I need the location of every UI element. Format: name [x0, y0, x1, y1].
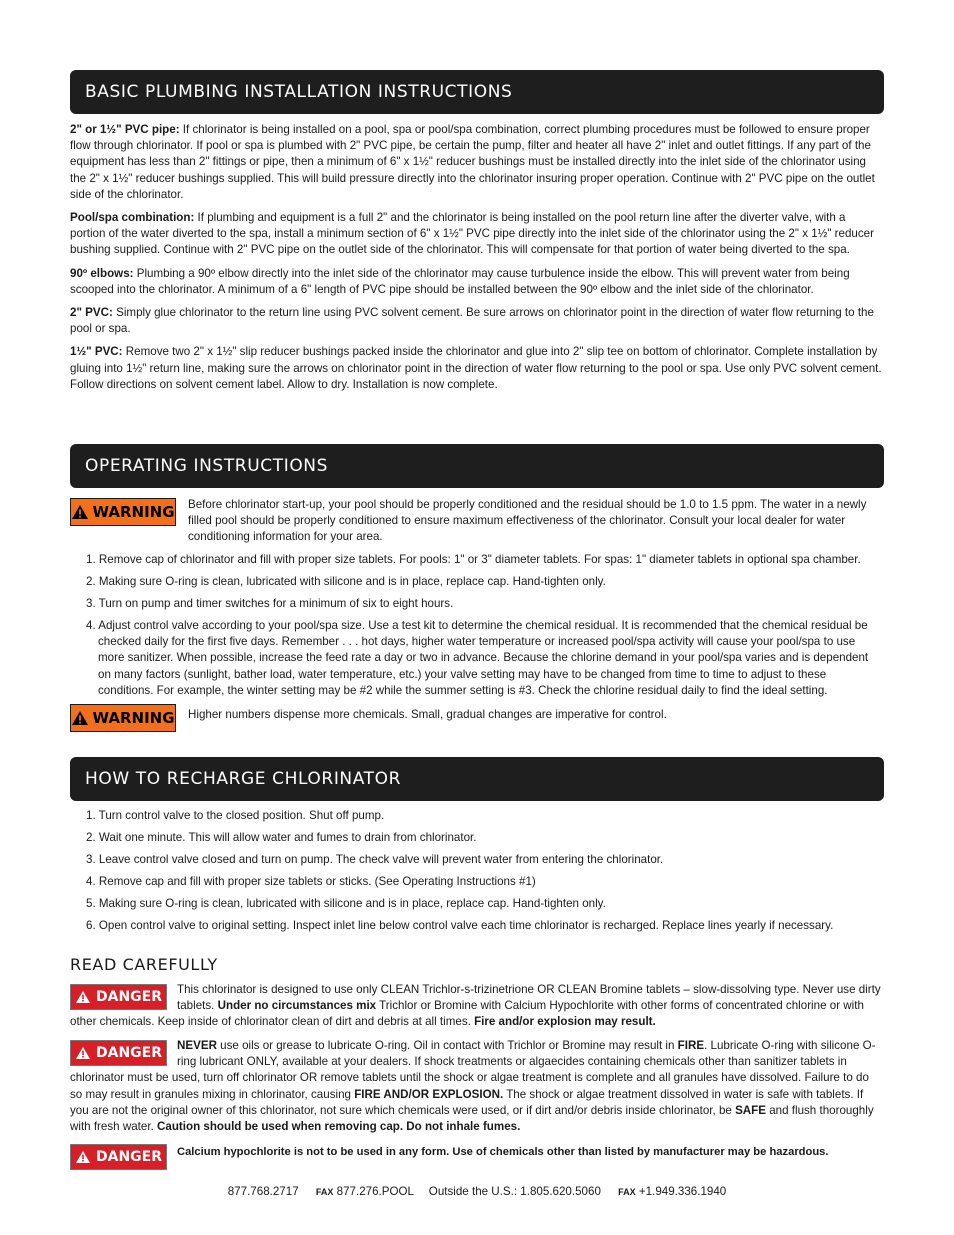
danger-label: DANGER [95, 988, 162, 1005]
section-title: OPERATING INSTRUCTIONS [85, 456, 329, 476]
list-item: 5. Making sure O-ring is clean, lubricated with silicone and is in place, replace cap. Hand-tighten only. [86, 897, 606, 910]
danger-label: DANGER [95, 1148, 162, 1165]
warning-label: WARNING [92, 502, 175, 521]
section-header-recharge [70, 757, 884, 801]
list-item: 4. Remove cap and fill with proper size tablets or sticks. (See Operating Instructions #1) [86, 875, 536, 888]
text-segment: NEVER [177, 1039, 217, 1052]
recharge-steps [70, 808, 884, 940]
danger-badge [70, 984, 167, 1010]
read-carefully-heading: READ CAREFULLY [70, 955, 218, 974]
text-segment: Fire and/or explosion may result. [474, 1015, 656, 1029]
paragraph-text: Plumbing a 90º elbow directly into the inlet side of the chlorinator may cause turbulence inside the elbow. This will prevent water from being scooped into the chlorinator. A minimum of a 6" length of PVC pipe should be installed between the 90º elbow and the inlet side of the chlorinator. [70, 266, 850, 296]
text-segment: use oils or grease to lubricate O-ring. Oil in contact with Trichlor or Bromine may result in [216, 1039, 678, 1052]
plumbing-paragraph [70, 305, 884, 337]
paragraph-label: 1½" PVC: [70, 345, 123, 359]
danger-label: DANGER [95, 1044, 162, 1061]
operating-warning-1 [70, 497, 884, 546]
section-title: HOW TO RECHARGE CHLORINATOR [85, 769, 402, 789]
text-segment: This chlorinator is designed to use only CLEAN Trichlor-s-trizinetrione OR CLEAN Bromine tablets – slow-dissolving type. Never use dirty tablets. [177, 983, 881, 1013]
text-segment: Caution should be used when removing cap. Do not inhale fumes. [157, 1120, 521, 1134]
paragraph-text: If plumbing and equipment is a full 2" and the chlorinator is being installed on the pool return line after the diverter valve, with a portion of the water diverted to the spa, install a minimum section of 6" x 1½" PVC pipe directly into the inlet side of the chlorinator using the 2" x 1½" reducer bushing supplied. Continue with 2" PVC pipe on the outlet side of the chlorinator. This will compensate for that portion of water being diverted to the spa. [70, 211, 874, 257]
footer-fax-label-intl: FAX [618, 1187, 636, 1197]
section-title: BASIC PLUMBING INSTALLATION INSTRUCTIONS [85, 82, 513, 102]
danger-block-1 [70, 982, 884, 1031]
plumbing-paragraph [70, 122, 884, 203]
warning-text: Higher numbers dispense more chemicals. Small, gradual changes are imperative for control. [188, 708, 667, 721]
danger-badge [70, 1040, 167, 1066]
paragraph-label: 90º elbows: [70, 266, 134, 280]
paragraph-label: 2" or 1½" PVC pipe: [70, 123, 180, 136]
danger-block-2 [70, 1038, 884, 1135]
danger-badge [70, 1144, 167, 1170]
warning-badge [70, 704, 176, 732]
paragraph-label: 2" PVC: [70, 306, 113, 320]
footer-contact [0, 1185, 954, 1198]
footer-phone: 877.768.2717 [227, 1185, 299, 1198]
warning-triangle-icon [71, 710, 89, 726]
text-segment: and flush thoroughly with fresh water. [70, 1103, 874, 1134]
footer-outside: Outside the U.S.: 1.805.620.5060 [428, 1185, 601, 1198]
warning-text: Before chlorinator start-up, your pool should be properly conditioned and the residual should be 1.0 to 1.5 ppm. The water in a newly filled pool should be properly conditioned to ensure maximum effectiveness of the chlorinator. Consult your local dealer for water conditioning information for your area. [188, 498, 867, 544]
list-item: 6. Open control valve to original setting. Inspect inlet line below control valve each time chlorinator is recharged. Replace lines yearly if necessary. [86, 919, 834, 932]
section-header-operating [70, 444, 884, 488]
warning-triangle-icon [75, 990, 91, 1004]
operating-steps [70, 552, 884, 705]
text-segment: SAFE [735, 1103, 766, 1117]
warning-badge [70, 498, 176, 526]
paragraph-text: If chlorinator is being installed on a pool, spa or pool/spa combination, correct plumbing procedures must be followed to ensure proper flow through chlorinator. If pool or spa is plumbed with 2" PVC pipe, be certain the pump, filter and heater all have 2" inlet and outlet fittings. If any part of the equipment has less than 2" fittings or pipe, then a minimum of 6" x 1½" reducer bushings must be installed directly into the inlet side of the chlorinator using the 2" x 1½" reducer bushings supplied. This will build pressure directly into the chlorinator insuring proper operation. Continue with 2" PVC pipe on the outlet side of the chlorinator. [70, 123, 875, 201]
list-item: 4. Adjust control valve according to your pool/spa size. Use a test kit to determine the chemical residual. It is recommended that the chemical residual be checked daily for the first five days. Remember . . . hot days, higher water temperature or increased pool/spa activity will cause your pool/spa to use more sanitizer. When possible, increase the feed rate a day or two in advance. Because the chlorine demand in your pool/spa varies and is dependent on many factors (sunlight, bather load, water temperature, etc.) your valve setting may have to be changed from time to time to adjust to these conditions. For example, the winter setting may be #2 while the summer setting is #3. Check the chlorine residual daily to find the ideal setting. [86, 619, 869, 697]
warning-triangle-icon [71, 504, 89, 520]
list-item: 2. Making sure O-ring is clean, lubricated with silicone and is in place, replace cap. Hand-tighten only. [86, 575, 606, 588]
footer-fax-label: FAX [315, 1187, 334, 1197]
text-segment: . Lubricate O-ring with silicone O-ring lubricant ONLY, available at your dealers. If shock treatments or algaecides containing chemicals other than sanitizer tablets in chlorinator must be used, turn off chlorinator OR remove tablets until the shock or algae treatment is complete and all granules have dissolved. Failure to do so may result in granules mixing in chlorinator, causing [70, 1039, 876, 1101]
footer-fax-intl: +1.949.336.1940 [638, 1185, 727, 1198]
plumbing-paragraph [70, 210, 884, 259]
text-segment: Trichlor or Bromine with Calcium Hypochlorite with other forms of concentrated chlorine or with other chemicals. Keep inside of chlorinator clean of dirt and debris at all times. [70, 999, 864, 1029]
danger-text-2 [70, 1039, 876, 1133]
paragraph-label: Pool/spa combination: [70, 211, 195, 225]
section-header-plumbing [70, 70, 884, 114]
list-item: 1. Turn control valve to the closed position. Shut off pump. [86, 809, 385, 822]
text-segment: Under no circumstances mix [217, 999, 377, 1013]
footer-fax: 877.276.POOL [336, 1185, 414, 1198]
list-item: 3. Turn on pump and timer switches for a minimum of six to eight hours. [86, 597, 454, 610]
paragraph-text: Remove two 2" x 1½" slip reducer bushings packed inside the chlorinator and glue into 2" slip tee on bottom of chlorinator. Complete installation by gluing into 1½" return line, making sure the arrows on chlorinator point in the direction of water flow returning to the pool or spa. Use only PVC solvent cement. Follow directions on solvent cement label. Allow to dry. Installation is now complete. [70, 345, 882, 391]
text-segment: The shock or algae treatment dissolved in water is safe with tablets. If you are not the original owner of this chlorinator, not sure which chemicals were used, or if dirt and/or debris inside chlorinator, be [70, 1087, 864, 1117]
list-item: 2. Wait one minute. This will allow water and fumes to drain from chlorinator. [86, 831, 477, 844]
text-segment: FIRE [677, 1039, 705, 1052]
list-item: 1. Remove cap of chlorinator and fill with proper size tablets. For pools: 1" or 3" diameter tablets. For spas: 1" diameter tablets in optional spa chamber. [86, 553, 861, 566]
list-item: 3. Leave control valve closed and turn on pump. The check valve will prevent water from entering the chlorinator. [86, 853, 664, 866]
warning-triangle-icon [75, 1046, 91, 1060]
plumbing-paragraph [70, 266, 884, 298]
warning-label: WARNING [92, 708, 175, 727]
plumbing-paragraphs [70, 122, 884, 400]
operating-warning-2 [70, 705, 884, 734]
danger-text-3: Calcium hypochlorite is not to be used in any form. Use of chemicals other than listed by manufacturer may be hazardous. [177, 1146, 829, 1158]
danger-block-3 [70, 1142, 884, 1172]
paragraph-text: Simply glue chlorinator to the return line using PVC solvent cement. Be sure arrows on chlorinator point in the direction of water flow returning to the pool or spa. [70, 306, 874, 336]
plumbing-paragraph [70, 344, 884, 393]
text-segment: FIRE AND/OR EXPLOSION. [354, 1087, 504, 1101]
warning-triangle-icon [75, 1150, 91, 1164]
danger-text-1 [70, 983, 881, 1028]
